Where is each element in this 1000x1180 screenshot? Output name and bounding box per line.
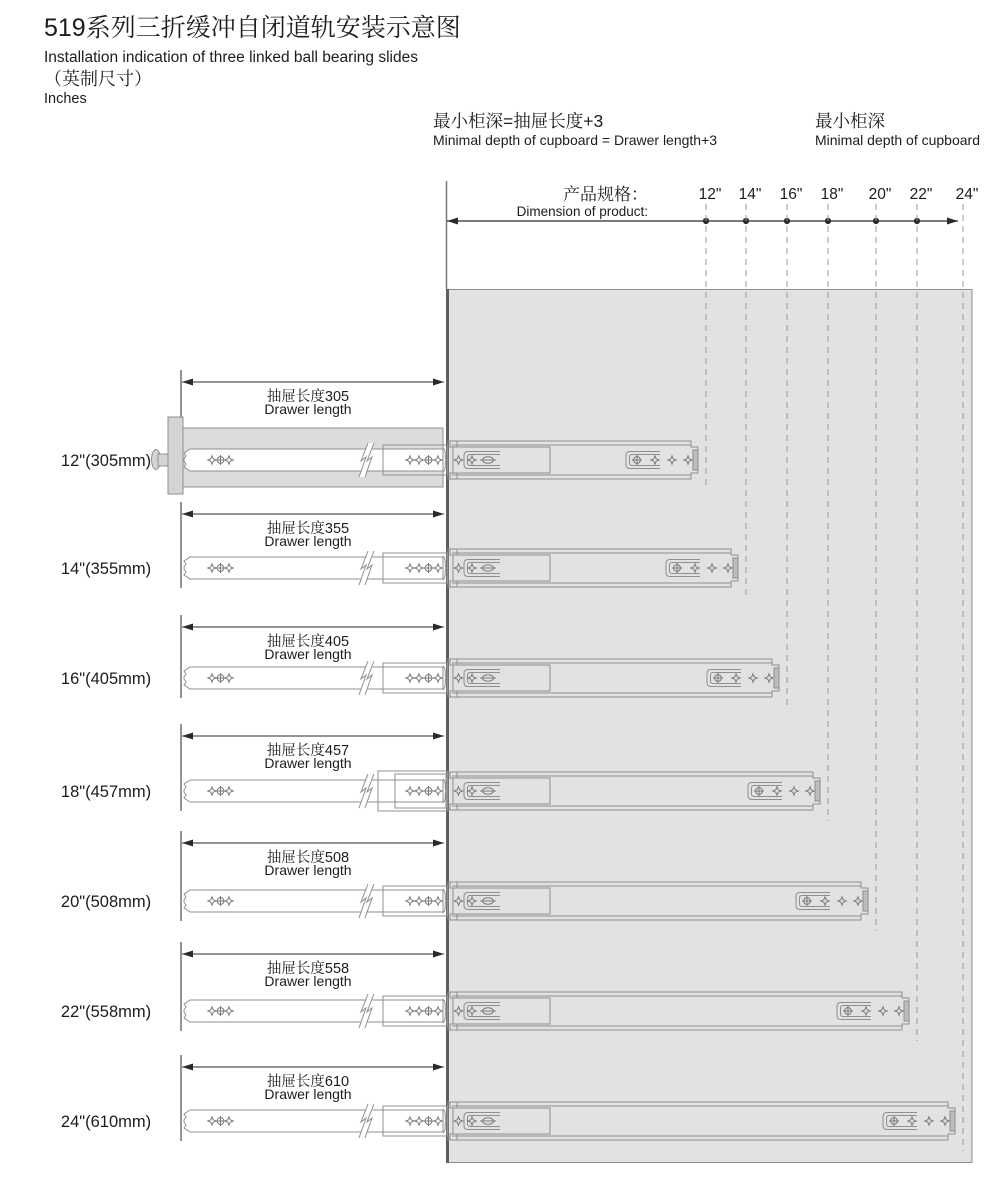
spec-header-zh: 产品规格： (563, 185, 648, 204)
ruler-tick-label: 18" (820, 186, 844, 203)
unit-label-en: Inches (44, 91, 87, 107)
drawer-length-label-en: Drawer length (264, 862, 352, 878)
row-size-label: 24"(610mm) (60, 1113, 152, 1131)
drawer-length-label-zh: 抽屉长度558 (266, 961, 350, 977)
knob-stem (158, 454, 169, 466)
ruler-tick-label: 22" (909, 186, 933, 203)
arrowhead-left (182, 840, 193, 847)
arrowhead-right (433, 733, 444, 740)
formula-note-en: Minimal depth of cupboard = Drawer length+3 (433, 132, 718, 148)
row-size-label: 20"(508mm) (60, 893, 152, 911)
drawer-length-label-zh: 抽屉长度355 (266, 521, 350, 537)
drawer-length-label-zh: 抽屉长度508 (266, 850, 350, 866)
arrowhead-left (182, 1064, 193, 1071)
drawer-length-label-zh: 抽屉长度457 (266, 743, 350, 759)
arrowhead-left (182, 733, 193, 740)
arrowhead-right (433, 379, 444, 386)
arrowhead-right (433, 624, 444, 631)
drawer-length-label-zh: 抽屉长度305 (266, 389, 350, 405)
ruler-tick-label: 24" (955, 186, 979, 203)
arrowhead-left (182, 379, 193, 386)
arrowhead-right (947, 218, 958, 225)
drawer-length-label-en: Drawer length (264, 755, 352, 771)
rail-end-cap (950, 1111, 955, 1131)
min-depth-note-zh: 最小柜深 (815, 111, 885, 131)
drawer-length-label-en: Drawer length (264, 401, 352, 417)
rail-end-cap (733, 558, 738, 578)
min-depth-note-en: Minimal depth of cupboard (815, 132, 980, 148)
drawer-length-label-en: Drawer length (264, 1086, 352, 1102)
ruler-tick-label: 20" (868, 186, 892, 203)
row-size-label: 12"(305mm) (60, 452, 152, 470)
page-title: 519系列三折缓冲自闭道轨安装示意图 (44, 14, 461, 42)
arrowhead-right (433, 951, 444, 958)
arrowhead-right (433, 511, 444, 518)
drawer-length-label-en: Drawer length (264, 973, 352, 989)
arrowhead-left (182, 951, 193, 958)
drawer-length-label-zh: 抽屉长度610 (266, 1074, 350, 1090)
ruler-tick-label: 16" (779, 186, 803, 203)
rail-end-cap (774, 668, 779, 688)
cupboard-panel (447, 290, 973, 1163)
row-size-label: 18"(457mm) (60, 783, 152, 801)
drawer-length-label-en: Drawer length (264, 533, 352, 549)
drawer-length-label-en: Drawer length (264, 646, 352, 662)
row-size-label: 14"(355mm) (60, 560, 152, 578)
unit-label-zh: （英制尺寸） (44, 69, 152, 89)
page-subtitle: Installation indication of three linked ball bearing slides (44, 49, 418, 66)
arrowhead-right (433, 840, 444, 847)
ruler-tick-label: 12" (698, 186, 722, 203)
rail-end-cap (863, 891, 868, 911)
rail-end-cap (815, 781, 820, 801)
row-size-label: 16"(405mm) (60, 670, 152, 688)
ruler-tick-label: 14" (738, 186, 762, 203)
arrowhead-left (182, 511, 193, 518)
spec-header-en: Dimension of product: (516, 204, 648, 219)
arrowhead-left (182, 624, 193, 631)
drawer-length-label-zh: 抽屉长度405 (266, 634, 350, 650)
rail-end-cap (904, 1001, 909, 1021)
row-size-label: 22"(558mm) (60, 1003, 152, 1021)
arrowhead-right (433, 1064, 444, 1071)
rail-end-cap (693, 450, 698, 470)
formula-note-zh: 最小柜深=抽屉长度+3 (433, 111, 604, 131)
drawer-front-panel (168, 417, 183, 494)
